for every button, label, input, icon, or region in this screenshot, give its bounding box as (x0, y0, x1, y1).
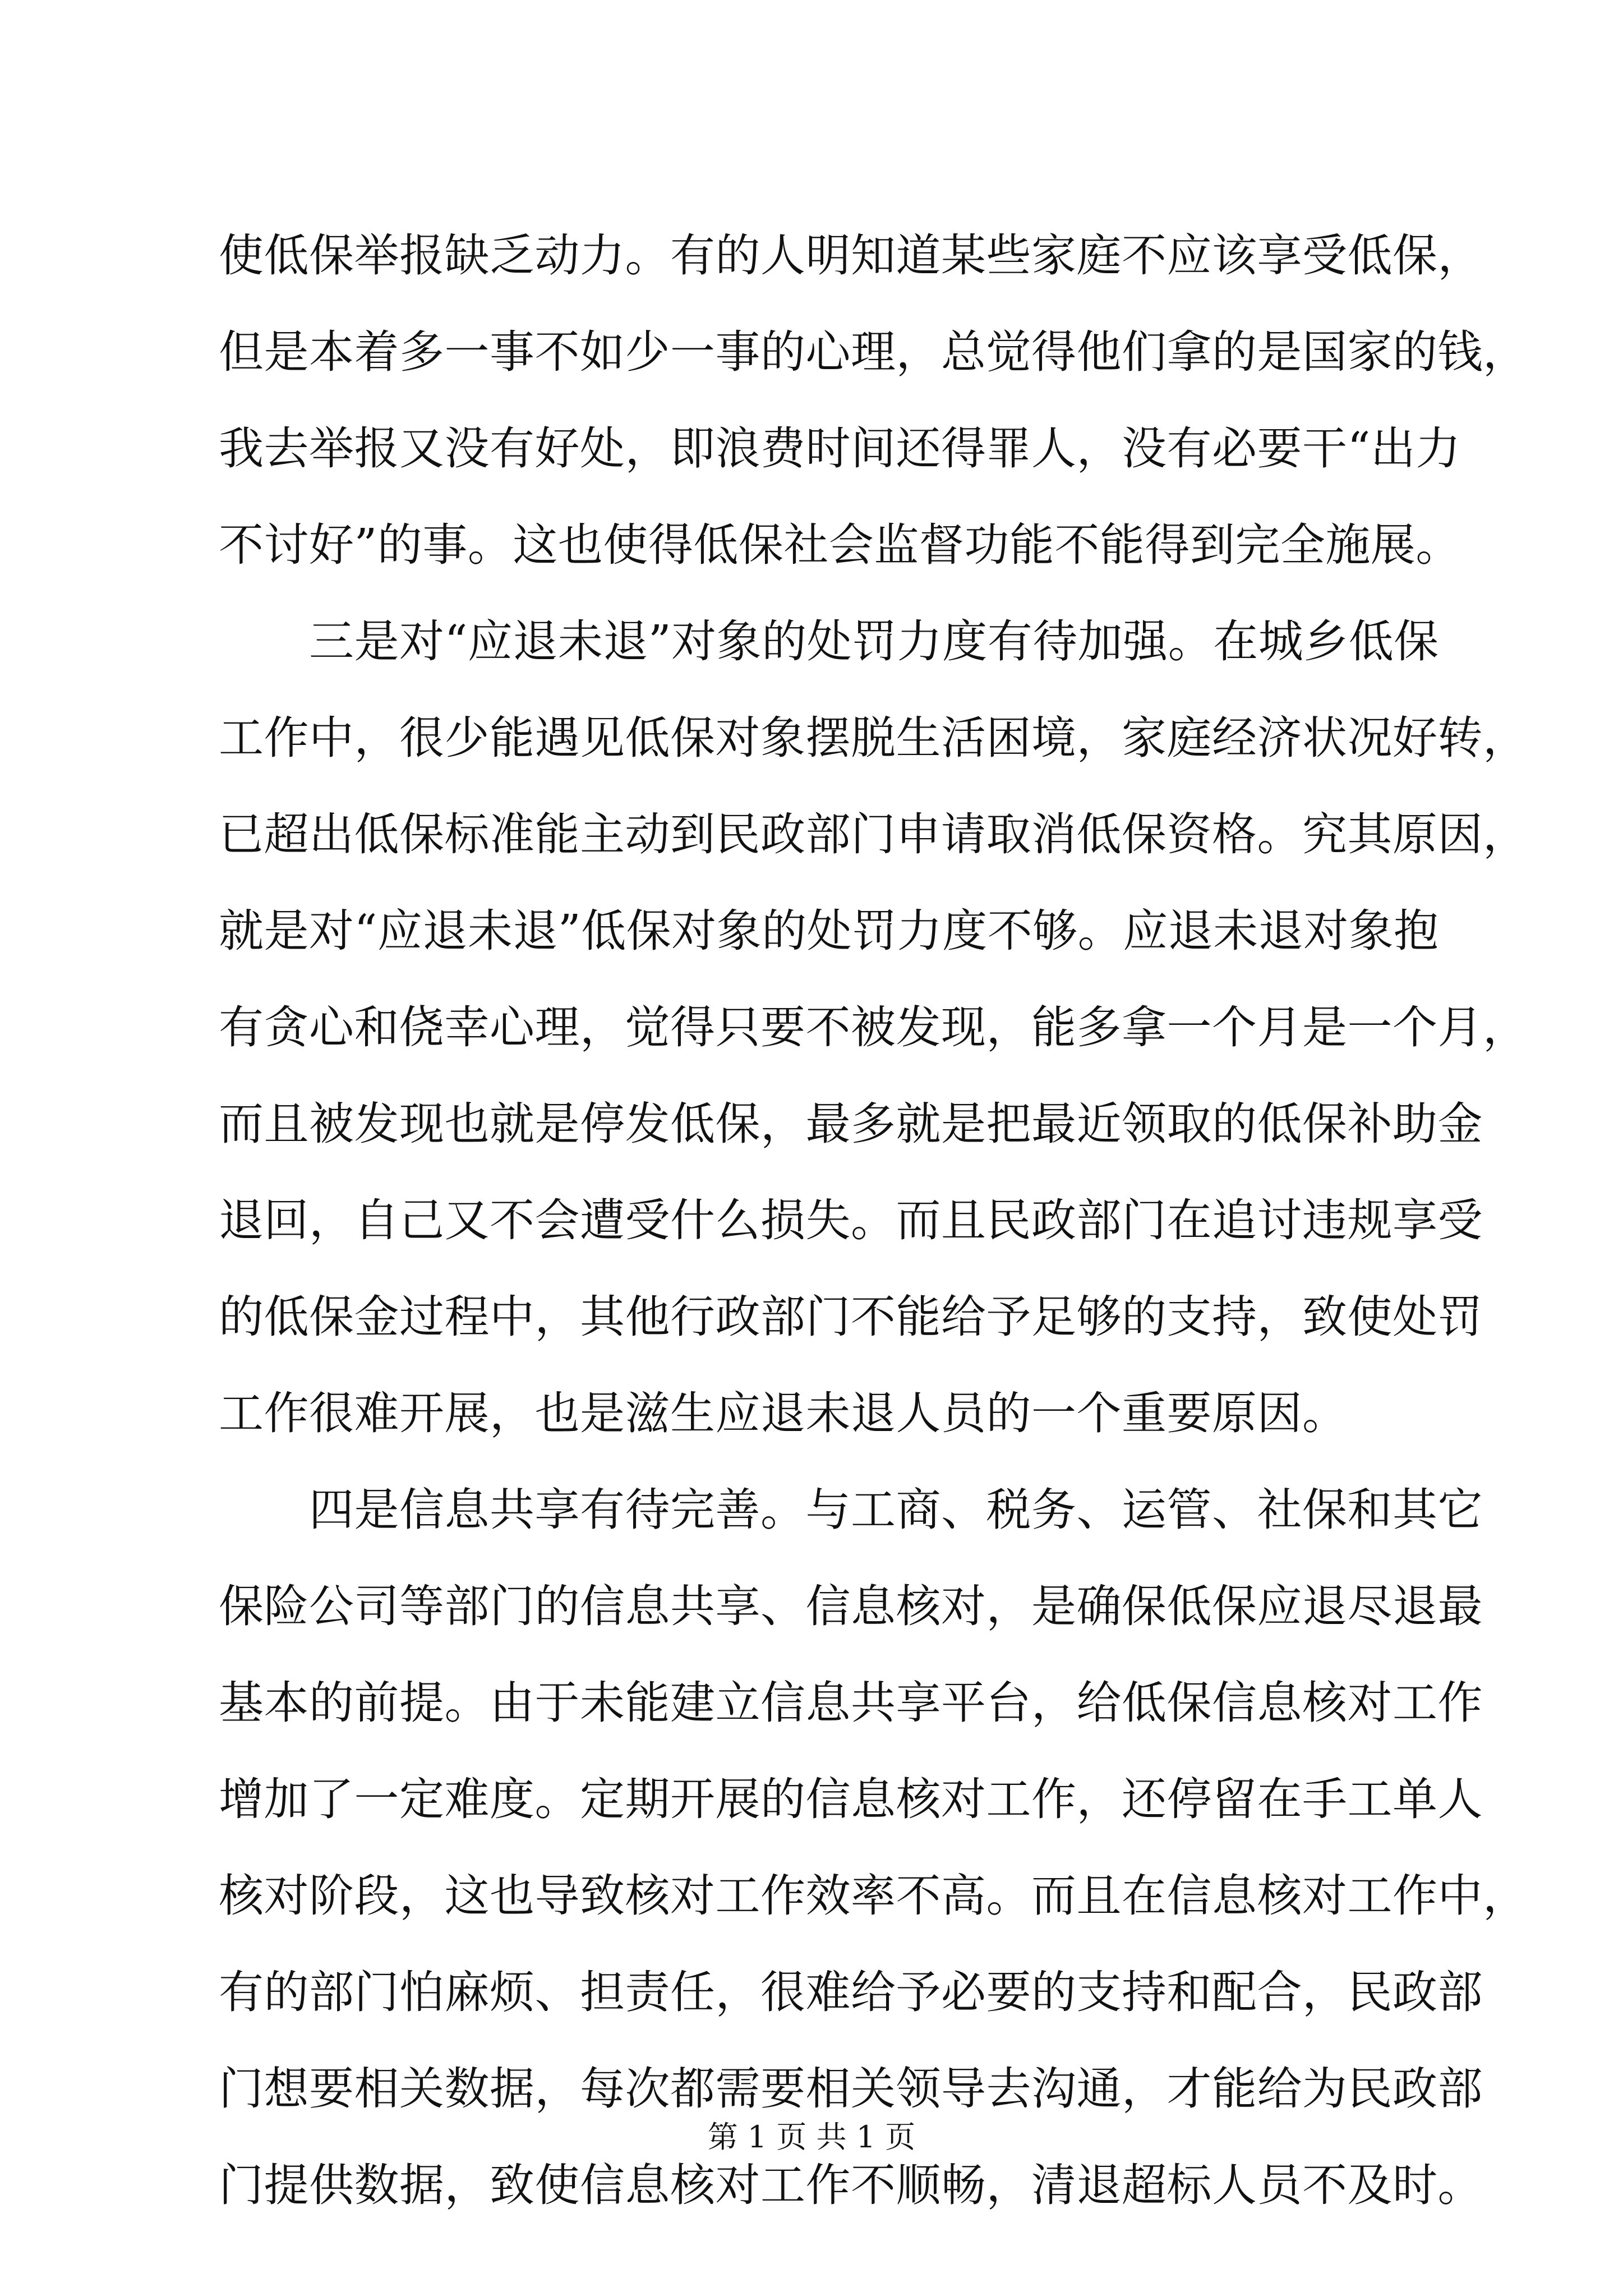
text-line: 门想要相关数据，每次都需要相关领导去沟通，才能给为民政部 (219, 2063, 1483, 2115)
text-line: 退回，自己又不会遭受什么损失。而且民政部门在追讨违规享受 (219, 1194, 1483, 1246)
body-text (219, 208, 1528, 2234)
paragraph-start-line: 三是对“应退未退”对象的处罚力度有待加强。在城乡低保 (219, 615, 1439, 668)
text-line: 我去举报又没有好处，即浪费时间还得罪人，没有必要干“出力 (219, 422, 1461, 475)
text-line: 但是本着多一事不如少一事的心理，总觉得他们拿的是国家的钱， (219, 326, 1528, 378)
text-line: 就是对“应退未退”低保对象的处罚力度不够。应退未退对象抱 (219, 905, 1439, 957)
text-line: 已超出低保标准能主动到民政部门申请取消低保资格。究其原因， (219, 808, 1528, 861)
text-line: 而且被发现也就是停发低保，最多就是把最近领取的低保补助金 (219, 1098, 1483, 1150)
text-line: 有贪心和侥幸心理，觉得只要不被发现，能多拿一个月是一个月， (219, 1001, 1528, 1053)
paragraph-start-line: 四是信息共享有待完善。与工商、税务、运管、社保和其它 (219, 1484, 1483, 1536)
text-line: 增加了一定难度。定期开展的信息核对工作，还停留在手工单人 (219, 1773, 1483, 1825)
page-footer: 第 1 页 共 1 页 (707, 2119, 916, 2155)
text-line: 有的部门怕麻烦、担责任，很难给予必要的支持和配合，民政部 (219, 1966, 1483, 2018)
text-line: 不讨好”的事。这也使得低保社会监督功能不能得到完全施展。 (219, 519, 1461, 571)
text-line: 基本的前提。由于未能建立信息共享平台，给低保信息核对工作 (219, 1677, 1483, 1729)
text-line: 使低保举报缺乏动力。有的人明知道某些家庭不应该享受低保， (219, 229, 1483, 282)
text-line: 核对阶段，这也导致核对工作效率不高。而且在信息核对工作中， (219, 1870, 1528, 1922)
text-line: 工作中，很少能遇见低保对象摆脱生活困境，家庭经济状况好转， (219, 712, 1528, 764)
text-line: 保险公司等部门的信息共享、信息核对，是确保低保应退尽退最 (219, 1580, 1483, 1632)
text-line: 的低保金过程中，其他行政部门不能给予足够的支持，致使处罚 (219, 1291, 1483, 1343)
text-line: 门提供数据，致使信息核对工作不顺畅，清退超标人员不及时。 (219, 2159, 1483, 2211)
text-line: 工作很难开展，也是滋生应退未退人员的一个重要原因。 (219, 1387, 1348, 1439)
